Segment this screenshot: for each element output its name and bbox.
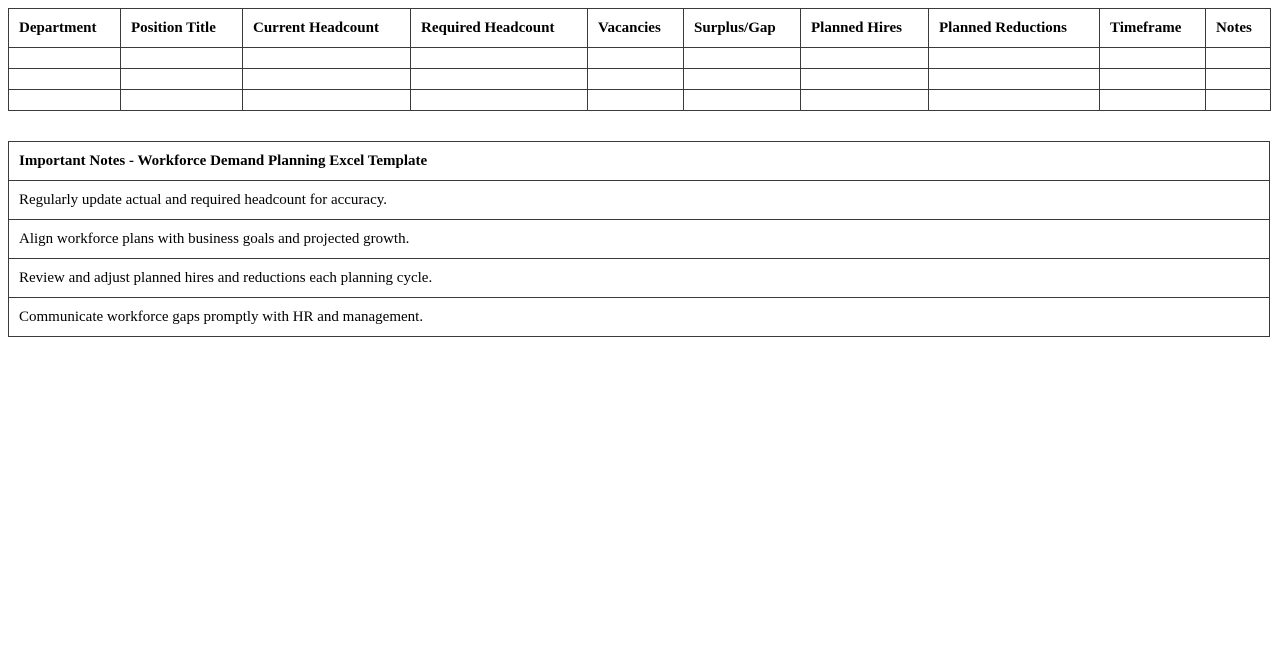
column-header-timeframe: Timeframe — [1100, 9, 1206, 48]
header-row — [9, 9, 1271, 48]
notes-row — [9, 298, 1270, 337]
notes-header-row — [9, 142, 1270, 181]
table-cell[interactable] — [411, 48, 588, 69]
notes-row — [9, 259, 1270, 298]
column-header-department: Department — [9, 9, 121, 48]
column-header-surplus-gap: Surplus/Gap — [684, 9, 801, 48]
important-notes-table — [8, 141, 1270, 337]
table-row — [9, 69, 1271, 90]
column-header-planned-reductions: Planned Reductions — [929, 9, 1100, 48]
table-cell[interactable] — [929, 90, 1100, 111]
table-cell[interactable] — [684, 48, 801, 69]
table-cell[interactable] — [9, 69, 121, 90]
table-cell[interactable] — [9, 90, 121, 111]
column-header-vacancies: Vacancies — [588, 9, 684, 48]
document — [8, 8, 1270, 337]
table-cell[interactable] — [1100, 69, 1206, 90]
column-header-current-headcount: Current Headcount — [243, 9, 411, 48]
table-cell[interactable] — [411, 90, 588, 111]
table-cell[interactable] — [121, 90, 243, 111]
table-cell[interactable] — [684, 90, 801, 111]
table-cell[interactable] — [929, 69, 1100, 90]
column-header-planned-hires: Planned Hires — [801, 9, 929, 48]
note-item: Align workforce plans with business goals and projected growth. — [9, 220, 1270, 259]
table-cell[interactable] — [1206, 48, 1271, 69]
note-item: Review and adjust planned hires and reductions each planning cycle. — [9, 259, 1270, 298]
table-row — [9, 90, 1271, 111]
table-cell[interactable] — [801, 90, 929, 111]
table-cell[interactable] — [588, 69, 684, 90]
table-cell[interactable] — [243, 48, 411, 69]
table-cell[interactable] — [1206, 90, 1271, 111]
notes-title: Important Notes - Workforce Demand Planning Excel Template — [9, 142, 1270, 181]
table-cell[interactable] — [121, 48, 243, 69]
table-cell[interactable] — [1206, 69, 1271, 90]
notes-row — [9, 181, 1270, 220]
column-header-position-title: Position Title — [121, 9, 243, 48]
table-cell[interactable] — [929, 48, 1100, 69]
table-row — [9, 48, 1271, 69]
table-cell[interactable] — [1100, 48, 1206, 69]
table-cell[interactable] — [411, 69, 588, 90]
table-cell[interactable] — [121, 69, 243, 90]
table-cell[interactable] — [1100, 90, 1206, 111]
notes-row — [9, 220, 1270, 259]
workforce-planning-table — [8, 8, 1271, 111]
table-cell[interactable] — [243, 90, 411, 111]
table-cell[interactable] — [588, 90, 684, 111]
column-header-required-headcount: Required Headcount — [411, 9, 588, 48]
note-item: Communicate workforce gaps promptly with HR and management. — [9, 298, 1270, 337]
column-header-notes: Notes — [1206, 9, 1271, 48]
table-cell[interactable] — [243, 69, 411, 90]
table-cell[interactable] — [588, 48, 684, 69]
table-cell[interactable] — [801, 69, 929, 90]
table-cell[interactable] — [684, 69, 801, 90]
note-item: Regularly update actual and required headcount for accuracy. — [9, 181, 1270, 220]
table-cell[interactable] — [9, 48, 121, 69]
table-cell[interactable] — [801, 48, 929, 69]
